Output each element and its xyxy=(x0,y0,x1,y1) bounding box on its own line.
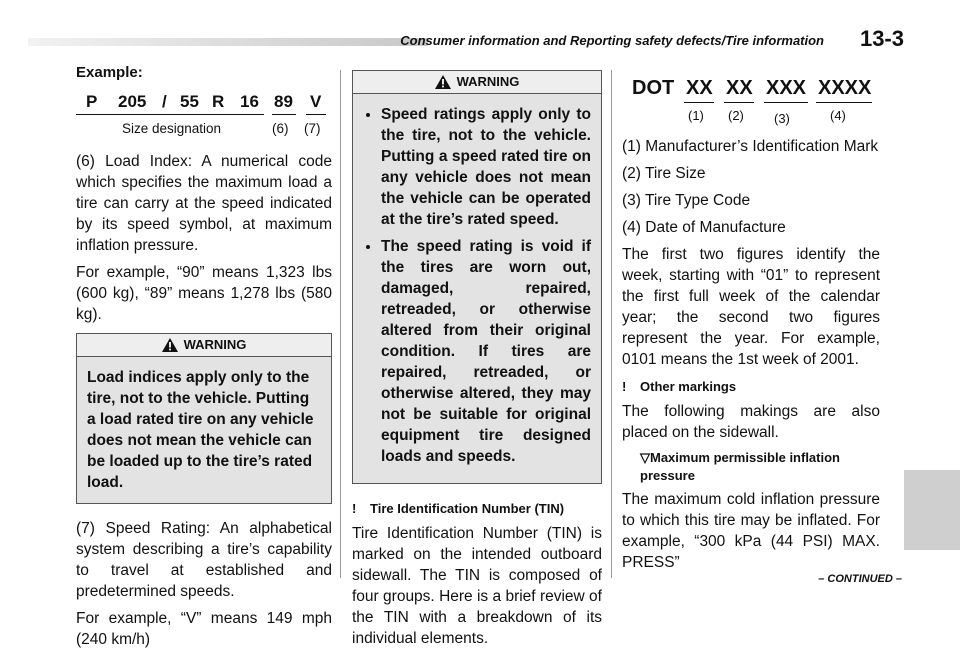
date-paragraph: The first two figures identify the week, starting with “01” to represent the first full week of the calendar year; the second two figures represent the year. For example, 0101 means the 1st week of 2001. xyxy=(622,246,880,368)
warning-body: Load indices apply only to the tire, not to the vehicle. Putting a load rated tire on any vehicle does not mean the vehicle can be loaded up to the tire’s rated load. xyxy=(76,357,332,504)
warning-header xyxy=(352,70,602,94)
dot-code-part: XX xyxy=(686,77,713,99)
max-pressure-heading xyxy=(640,449,880,485)
tire-code-diagram xyxy=(76,91,332,143)
load-ref: (6) xyxy=(272,121,289,136)
dot-ref: (1) xyxy=(688,108,704,123)
list-item: (3) Tire Type Code xyxy=(622,192,751,209)
warning-header xyxy=(76,333,332,357)
dot-code-part: XXXX xyxy=(818,77,872,99)
tire-code-part: V xyxy=(310,92,322,111)
column-3 xyxy=(622,70,880,579)
warning-item: • The speed rating is void if the tires are worn out, damaged, repaired, retreaded, or otherwise altered from their original condition. If tires are repaired, retreaded, or otherwise altered, they may not be suitable for original equipment tire designed loads and speeds. xyxy=(381,236,591,467)
list-item: (2) Tire Size xyxy=(622,165,706,182)
tire-code-part: 89 xyxy=(274,92,293,111)
dot-code-part: XX xyxy=(726,77,753,99)
max-pressure-paragraph: The maximum cold inflation pressure to which this tire may be inflated. For example, “300 kPa (44 PSI) MAX. PRESS” xyxy=(622,491,880,571)
header-rule xyxy=(28,38,428,46)
warning-icon xyxy=(435,75,451,89)
page-number: 13-3 xyxy=(859,26,904,51)
tire-code-part: P xyxy=(86,92,98,111)
size-designation-label: Size designation xyxy=(122,121,222,136)
subheading-marker-icon: ▽ xyxy=(640,450,650,465)
dot-code-part: DOT xyxy=(632,77,675,99)
load-example-paragraph: For example, “90” means 1,323 lbs (600 kg), “89” means 1,278 lbs (580 kg). xyxy=(76,264,332,323)
load-index-paragraph: (6) Load Index: A numerical code which specifies the maximum load a tire can carry at the speed indicated by its speed symbol, at maximum inflation pressure. xyxy=(76,153,332,254)
speed-example-paragraph: For example, “V” means 149 mph (240 km/h) xyxy=(76,610,332,648)
warning-box xyxy=(352,70,602,484)
other-markings-paragraph: The following makings are also placed on the sidewall. xyxy=(622,403,880,441)
chapter-tab xyxy=(904,470,960,550)
dot-underline xyxy=(684,102,714,103)
dot-underline xyxy=(764,102,808,103)
max-pressure-heading-text: Maximum permissible inflation pressure xyxy=(640,450,840,483)
heading-marker-icon: ! xyxy=(622,379,627,394)
column-divider xyxy=(611,70,612,578)
warning-box xyxy=(76,333,332,504)
warning-title: WARNING xyxy=(456,74,520,89)
tin-heading xyxy=(352,498,602,519)
speed-underline xyxy=(306,114,326,115)
tire-code-part: 55 xyxy=(180,92,199,111)
load-underline xyxy=(272,114,296,115)
warning-icon xyxy=(162,338,178,352)
column-divider xyxy=(340,70,341,578)
tire-code-part: 16 xyxy=(240,92,259,111)
continued-label: – CONTINUED – xyxy=(818,573,902,585)
dot-ref: (4) xyxy=(830,108,846,123)
list-item: (1) Manufacturer’s Identification Mark xyxy=(622,138,879,155)
tire-code-part: / xyxy=(162,92,167,111)
dot-ref: (2) xyxy=(728,108,744,123)
other-markings-heading-text: Other markings xyxy=(640,379,737,394)
column-2 xyxy=(352,70,602,655)
example-label: Example: xyxy=(76,64,143,81)
dot-underline xyxy=(816,102,872,103)
warning-item: • Speed ratings apply only to the tire, not to the vehicle. Putting a speed rated tire on any vehicle does not mean the vehicle can be operated at the tire’s rated speed. xyxy=(381,104,591,230)
dot-code-diagram xyxy=(622,78,880,124)
list-item: (4) Date of Manufacture xyxy=(622,219,786,236)
tin-heading-text: Tire Identification Number (TIN) xyxy=(370,501,565,516)
tire-code-part: 205 xyxy=(118,92,147,111)
heading-marker-icon: ! xyxy=(352,501,357,516)
tin-paragraph: Tire Identification Number (TIN) is marked on the intended outboard sidewall. The TIN is composed of four groups. Here is a brief review of the TIN with a breakdown of its individual elements. xyxy=(352,525,602,647)
section-title: Consumer information and Reporting safety defects/Tire information xyxy=(400,33,824,48)
warning-body xyxy=(352,94,602,484)
warning-title: WARNING xyxy=(183,337,247,352)
other-markings-heading xyxy=(622,376,880,397)
size-underline xyxy=(76,114,264,115)
speed-ref: (7) xyxy=(304,121,321,136)
dot-code-part: XXX xyxy=(766,77,807,99)
speed-rating-paragraph: (7) Speed Rating: An alphabetical system describing a tire’s capability to travel at established and predetermined speeds. xyxy=(76,520,332,600)
tire-code-part: R xyxy=(212,92,225,111)
dot-ref: (3) xyxy=(774,111,790,126)
column-1 xyxy=(76,62,332,656)
dot-underline xyxy=(724,102,754,103)
